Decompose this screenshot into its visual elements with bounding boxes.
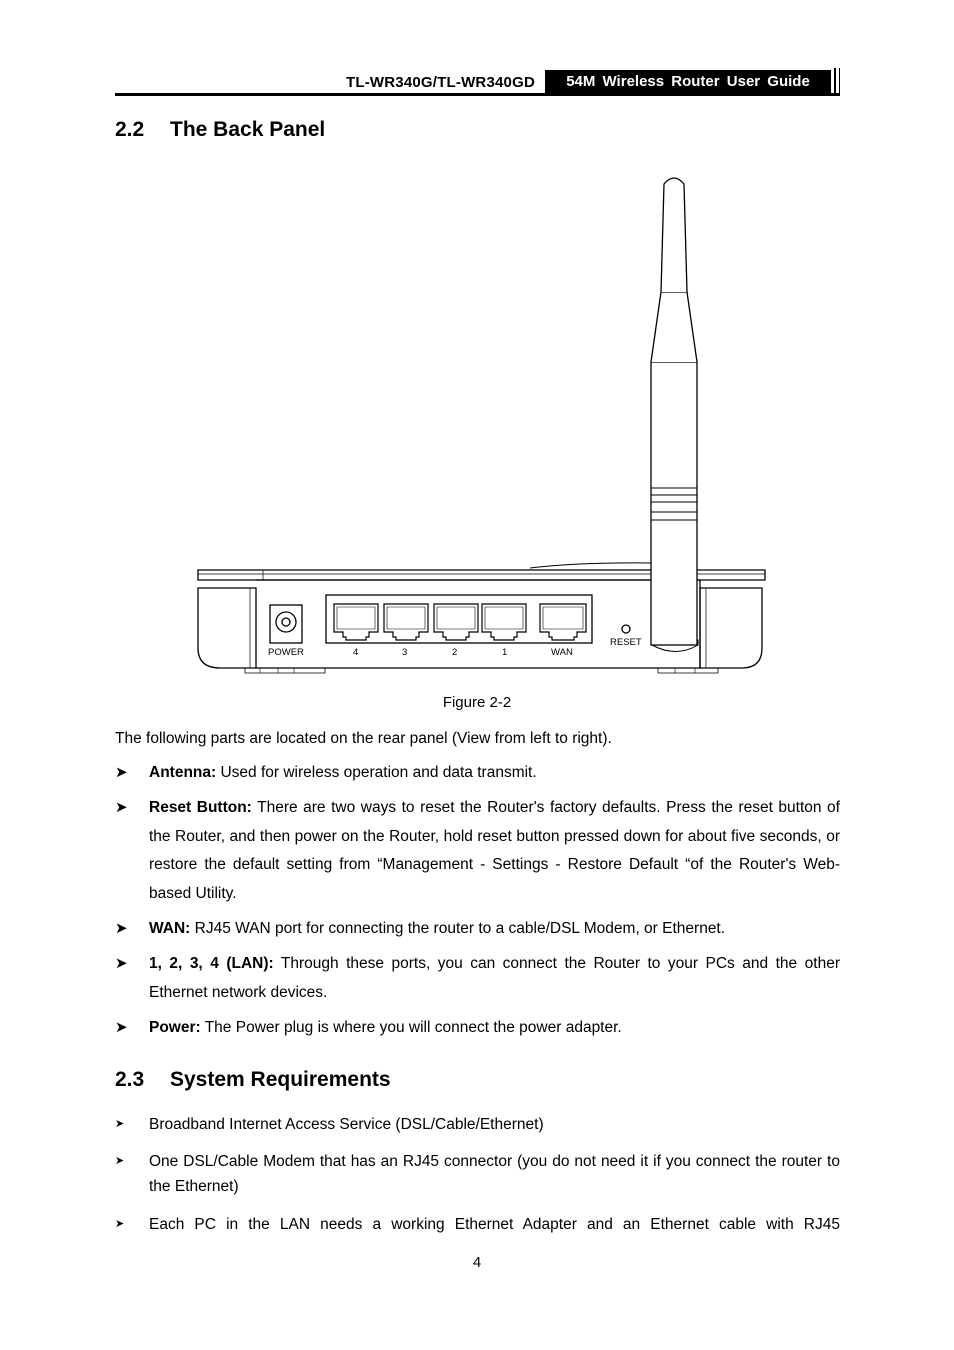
requirement-text: Broadband Internet Access Service (DSL/Cable/Ethernet) [149,1116,544,1133]
requirement-text: Each PC in the LAN needs a working Ethernet Adapter and an Ethernet cable with RJ45 [149,1216,840,1233]
requirement-text: One DSL/Cable Modem that has an RJ45 connector (you do not need it if you connect the router to the Ethernet) [149,1153,840,1195]
requirement-item [115,1149,840,1199]
header-end-bar [834,68,840,94]
bullet-arrow-icon: ➤ [115,1019,128,1036]
list-item-wan [115,915,840,944]
page-number: 4 [472,1254,482,1271]
bullet-arrow-icon: ➤ [115,1118,125,1130]
section-number: 2.3 [115,1068,145,1091]
label-power: POWER [268,647,304,658]
list-item-reset-button [115,794,840,908]
section-heading-system-requirements [115,1068,391,1092]
list-item-lan [115,950,840,1007]
router-back-panel-figure [190,170,770,680]
section-title: The Back Panel [170,118,326,141]
section-heading-back-panel [115,118,325,142]
running-header [115,68,840,94]
item-text: Through these ports, you can connect the Router to your PCs and the other Ethernet network devices. [149,955,840,1001]
item-term: 1, 2, 3, 4 (LAN): [149,955,274,972]
bullet-arrow-icon: ➤ [115,955,128,972]
label-wan: WAN [551,647,573,658]
item-term: Antenna: [149,764,217,781]
intro-paragraph: The following parts are located on the rear panel (View from left to right). [115,730,612,747]
label-lan1: 1 [502,647,508,658]
list-item-antenna [115,759,840,788]
item-text: RJ45 WAN port for connecting the router to a cable/DSL Modem, or Ethernet. [190,920,726,937]
router-drawing [190,170,770,680]
header-model: TL-WR340G/TL-WR340GD [345,74,535,91]
label-lan2: 2 [452,647,458,658]
bullet-arrow-icon: ➤ [115,799,128,816]
label-reset: RESET [610,637,642,648]
label-lan3: 3 [402,647,408,658]
header-guide-title: 54M Wireless Router User Guide [545,70,831,93]
item-term: WAN: [149,920,191,937]
item-text: Used for wireless operation and data transmit. [216,764,537,781]
item-term: Reset Button: [149,799,252,816]
figure-caption: Figure 2-2 [442,694,512,711]
bullet-arrow-icon: ➤ [115,1218,125,1230]
item-text: The Power plug is where you will connect the power adapter. [200,1019,622,1036]
section-number: 2.2 [115,118,145,141]
section-title: System Requirements [170,1068,391,1091]
header-rule [115,93,840,96]
requirement-item [115,1212,840,1237]
label-lan4: 4 [353,647,359,658]
item-term: Power: [149,1019,201,1036]
requirement-item [115,1112,840,1137]
bullet-arrow-icon: ➤ [115,1155,125,1167]
bullet-arrow-icon: ➤ [115,764,128,781]
item-text: There are two ways to reset the Router's factory defaults. Press the reset button of the Router, and then power on the Router, hold reset button pressed down for about five seconds, or restore the default setting from “Management - Settings - Restore Default “of the Router's Web-based Utility. [149,799,840,902]
list-item-power [115,1014,840,1043]
bullet-arrow-icon: ➤ [115,920,128,937]
